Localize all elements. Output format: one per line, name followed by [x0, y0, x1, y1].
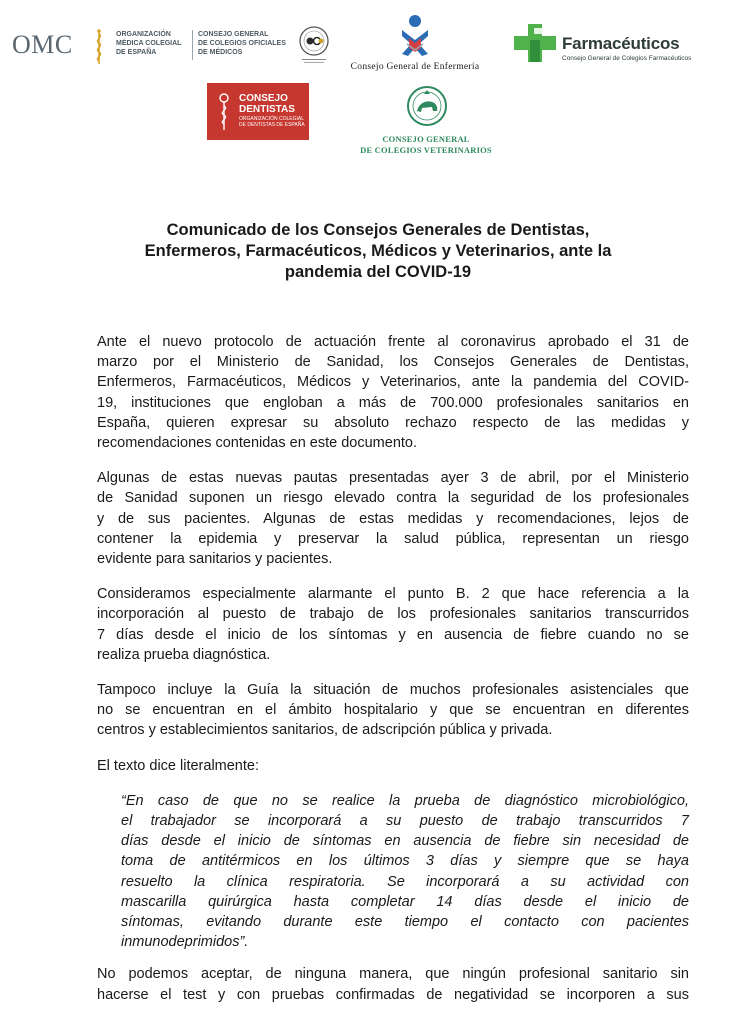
dentistas-line-1: CONSEJO — [239, 93, 288, 104]
paragraph-1: Ante el nuevo protocolo de actuación frente al coronavirus aprobado el 31 de marzo por el Ministerio de Sanidad, los Consejos Generales de Dentistas, Enfermeros, Farmacéuticos, Médicos y Veterinarios, ante la pandemia del COVID- 19, instituciones que engloban a más de 700.000 profesionales sanitarios en España, quieren expresar su absoluto rechazo respecto de las medidas y recomendaciones contenidas en este documento. — [97, 334, 689, 452]
caduceus-icon — [92, 28, 106, 66]
omc-divider — [192, 30, 193, 60]
veterinarios-logo — [356, 84, 496, 156]
anniversary-seal-icon — [297, 24, 331, 68]
farmaceuticos-title: Farmacéuticos — [562, 34, 680, 53]
farmaceuticos-logo — [512, 22, 712, 70]
document-body — [97, 332, 689, 1020]
dentistas-line-3: ORGANIZACIÓN COLEGIAL DE DENTISTAS DE ESPAÑA — [239, 116, 305, 128]
dental-emblem-icon — [215, 92, 233, 132]
veterinarios-line-2: DE COLEGIOS VETERINARIOS — [360, 145, 492, 155]
omc-org-name: ORGANIZACIÓN MÉDICA COLEGIAL DE ESPAÑA — [116, 31, 182, 56]
veterinary-seal-icon — [404, 84, 450, 128]
pharmacy-cross-icon — [512, 22, 558, 64]
nurse-figure-icon — [398, 14, 432, 58]
quoted-text: “En caso de que no se realice la prueba de diagnóstico microbiológico, el trabajador se incorporará a su puesto de trabajo transcurridos 7 días desde el inicio de síntomas en ausencia de fiebre sin necesidad de toma de antitérmicos en los últimos 3 días y siempre que se haya resuelto la clínica respiratoria. Se incorporará a su actividad con mascarilla quirúrgica hasta completar 14 días desde el inicio de síntomas, evitando durante este tiempo el contacto con pacientes inmunodeprimidos”. — [121, 792, 689, 951]
paragraph-4: Tampoco incluye la Guía la situación de muchos profesionales asistenciales que no se encuentran en el ámbito hospitalario y que se encuentran en diferentes centros y establecimientos sanitarios, de adscripción pública y privada. — [97, 682, 689, 739]
veterinarios-line-1: CONSEJO GENERAL — [382, 134, 470, 144]
omc-acronym: OMC — [12, 30, 73, 59]
omc-council-name: CONSEJO GENERAL DE COLEGIOS OFICIALES DE MÉDICOS — [198, 31, 286, 56]
enfermeria-name: Consejo General de Enfermería — [350, 62, 480, 72]
paragraph-closing: No podemos aceptar, de ninguna manera, que ningún profesional sanitario sin hacerse el test y con pruebas confirmadas de negatividad se incorporen a sus — [97, 966, 689, 1003]
paragraph-3: Consideramos especialmente alarmante el punto B. 2 que hace referencia a la incorporación al puesto de trabajo de los profesionales sanitarios transcurridos 7 días desde el inicio de los síntomas y en ausencia de fiebre cuando no se realiza prueba diagnóstica. — [97, 586, 689, 663]
document-title: Comunicado de los Consejos Generales de Dentistas, Enfermeros, Farmacéuticos, Médicos y Veterinarios, ante la pandemia del COVID-19 — [144, 221, 612, 281]
enfermeria-logo — [330, 14, 500, 76]
paragraph-5: El texto dice literalmente: — [97, 757, 259, 774]
omc-logo — [12, 28, 332, 68]
dentistas-logo — [207, 83, 309, 140]
dentistas-line-2: DENTISTAS — [239, 104, 295, 115]
paragraph-2: Algunas de estas nuevas pautas presentadas ayer 3 de abril, por el Ministerio de Sanidad suponen un riesgo elevado contra la seguridad de los profesionales y de sus pacientes. Algunas de estas medidas y recomendaciones, lejos de contener la epidemia y preservar la salud pública, representan un riesgo evidente para sanitarios y pacientes. — [97, 470, 689, 568]
farmaceuticos-subtitle: Consejo General de Colegios Farmacéuticos — [562, 55, 692, 62]
logo-header — [0, 0, 756, 170]
